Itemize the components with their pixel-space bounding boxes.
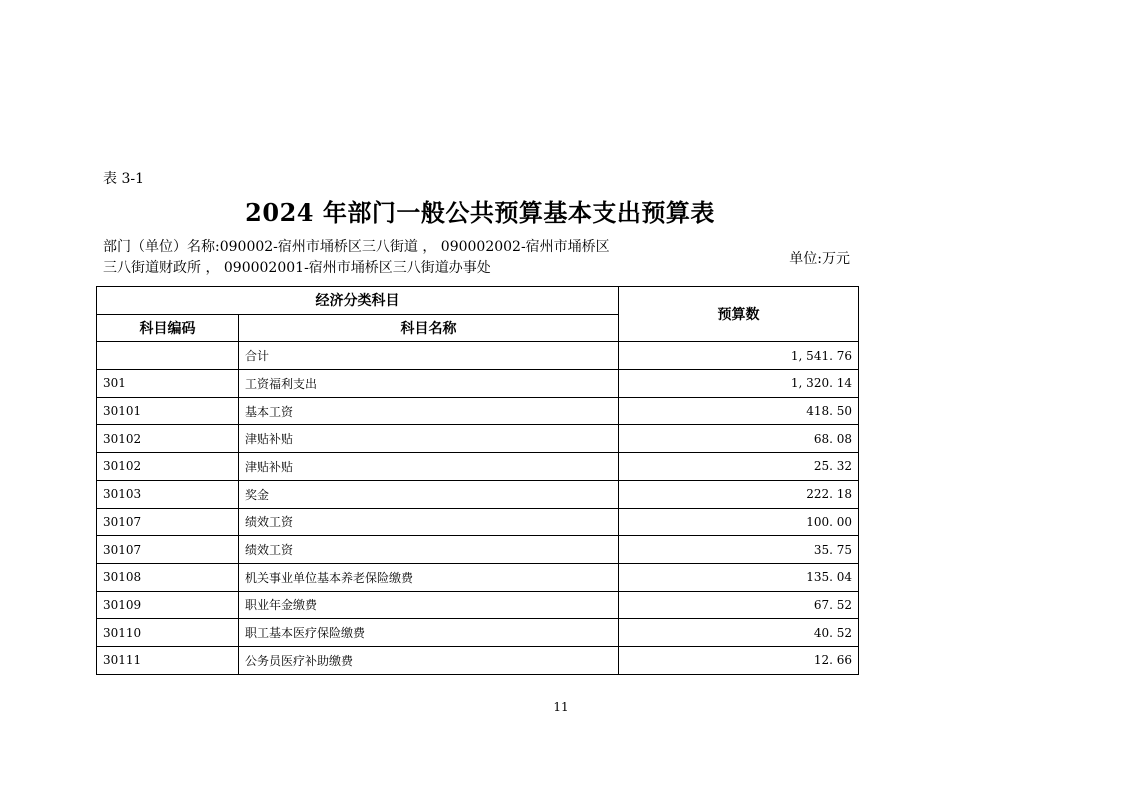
header-amount: 预算数 — [619, 287, 859, 342]
table-body — [97, 342, 859, 674]
row-amount: 1, 320. 14 — [619, 370, 859, 398]
table-row — [97, 370, 859, 398]
row-code: 30108 — [97, 563, 239, 591]
table-row — [97, 591, 859, 619]
table-row — [97, 619, 859, 647]
row-code: 30107 — [97, 508, 239, 536]
row-amount: 100. 00 — [619, 508, 859, 536]
table-row — [97, 536, 859, 564]
header-name: 科目名称 — [239, 314, 619, 342]
row-code: 30109 — [97, 591, 239, 619]
budget-table — [96, 286, 859, 675]
department-info — [103, 237, 643, 279]
table-row — [97, 646, 859, 674]
row-name: 基本工资 — [239, 397, 619, 425]
table-header — [97, 287, 859, 342]
page-title: 2024 年部门一般公共预算基本支出预算表 — [245, 198, 715, 227]
row-name: 绩效工资 — [239, 508, 619, 536]
row-amount: 135. 04 — [619, 563, 859, 591]
row-name: 合计 — [239, 342, 619, 370]
row-amount: 222. 18 — [619, 480, 859, 508]
row-code — [97, 342, 239, 370]
row-amount: 68. 08 — [619, 425, 859, 453]
row-name: 津贴补贴 — [239, 453, 619, 481]
row-code: 30102 — [97, 425, 239, 453]
table-row — [97, 425, 859, 453]
header-econ-category: 经济分类科目 — [97, 287, 619, 315]
header-code: 科目编码 — [97, 314, 239, 342]
department-line-1: 部门（单位）名称:090002-宿州市埇桥区三八街道 ， 090002002-宿州市埇桥区 — [103, 239, 610, 255]
row-amount: 1, 541. 76 — [619, 342, 859, 370]
row-amount: 12. 66 — [619, 646, 859, 674]
table-label: 表 3-1 — [103, 171, 144, 187]
row-name: 职工基本医疗保险缴费 — [239, 619, 619, 647]
table-row — [97, 508, 859, 536]
row-name: 职业年金缴费 — [239, 591, 619, 619]
row-amount: 35. 75 — [619, 536, 859, 564]
row-code: 301 — [97, 370, 239, 398]
row-code: 30107 — [97, 536, 239, 564]
table-row — [97, 397, 859, 425]
table-row — [97, 563, 859, 591]
table-row — [97, 453, 859, 481]
row-code: 30101 — [97, 397, 239, 425]
row-amount: 40. 52 — [619, 619, 859, 647]
row-amount: 25. 32 — [619, 453, 859, 481]
table-row — [97, 342, 859, 370]
row-name: 工资福利支出 — [239, 370, 619, 398]
department-line-2: 三八街道财政所 ， 090002001-宿州市埇桥区三八街道办事处 — [103, 260, 491, 276]
row-name: 绩效工资 — [239, 536, 619, 564]
row-code: 30103 — [97, 480, 239, 508]
row-code: 30111 — [97, 646, 239, 674]
row-name: 公务员医疗补助缴费 — [239, 646, 619, 674]
row-name: 机关事业单位基本养老保险缴费 — [239, 563, 619, 591]
row-code: 30102 — [97, 453, 239, 481]
row-amount: 418. 50 — [619, 397, 859, 425]
unit-label: 单位:万元 — [789, 251, 850, 267]
table-row — [97, 480, 859, 508]
page-number: 11 — [553, 700, 569, 714]
row-name: 奖金 — [239, 480, 619, 508]
row-name: 津贴补贴 — [239, 425, 619, 453]
row-code: 30110 — [97, 619, 239, 647]
row-amount: 67. 52 — [619, 591, 859, 619]
